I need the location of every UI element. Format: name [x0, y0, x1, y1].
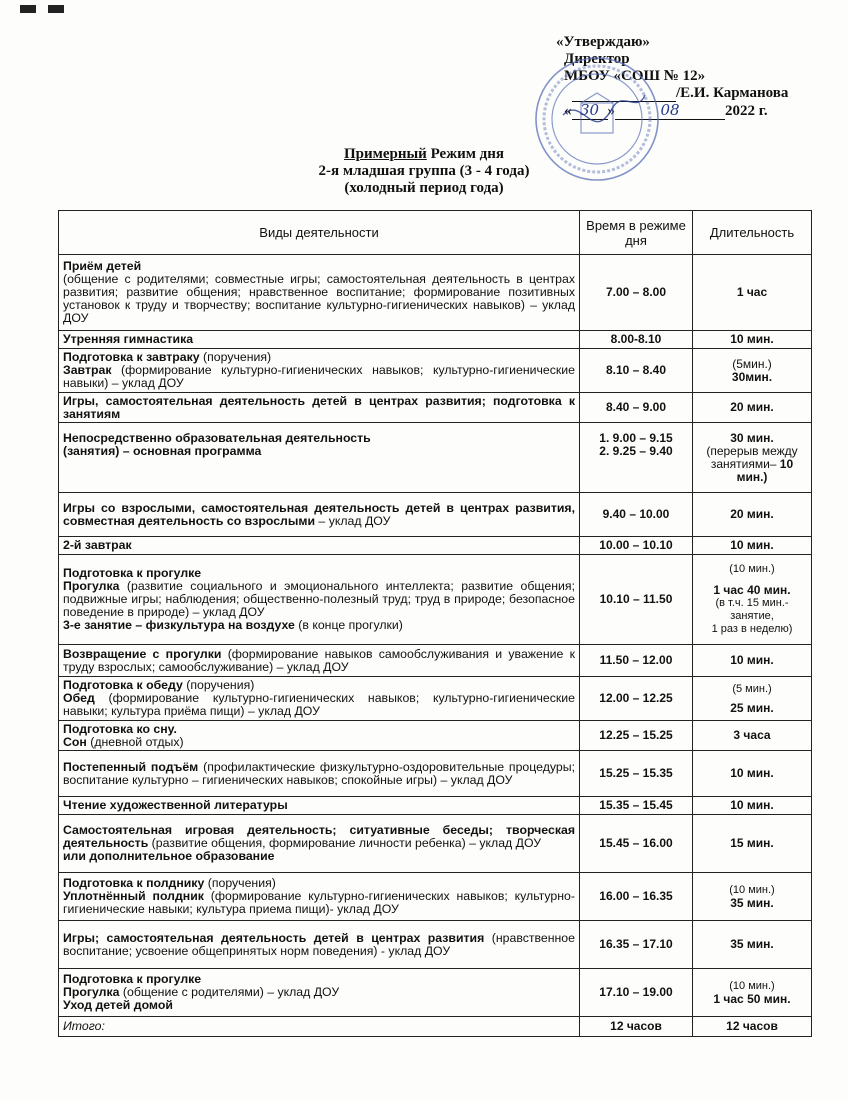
table-row: Постепенный подъём (профилактические физкультурно-оздоровительные процедуры; воспитание культурно – гигиенических навыков; спокойные игры) – уклад ДОУ 15.25 – 15.35 10 мин.	[59, 751, 812, 797]
table-row: Утренняя гимнастика 8.00-8.10 10 мин.	[59, 331, 812, 349]
table-row: Подготовка к завтраку (поручения) Завтрак (формирование культурно-гигиенических навыков; культурно-гигиенические навыки) – уклад ДОУ 8.10 – 8.40 (5мин.) 30мин.	[59, 349, 812, 393]
approval-line-approve: «Утверждаю»	[556, 34, 650, 50]
header-time: Время в режиме дня	[580, 211, 693, 255]
table-row: Подготовка к полднику (поручения) Уплотнённый полдник (формирование культурно-гигиенических навыков; культурно-гигиенические навыки; культура приема пищи)- уклад ДОУ 16.00 – 16.35 (10 мин.) 35 мин.	[59, 873, 812, 921]
title-group: 2-я младшая группа (3 - 4 года)	[318, 163, 530, 179]
table-row: Подготовка к прогулке Прогулка (общение с родителями) – уклад ДОУ Уход детей домой 17.10 – 19.00 (10 мин.) 1 час 50 мин.	[59, 969, 812, 1017]
approval-line-school: МБОУ «СОШ № 12»	[564, 68, 706, 84]
table-row: Непосредственно образовательная деятельность (занятия) – основная программа 1. 9.00 – 9.15 2. 9.25 – 9.40 30 мин. (перерыв между занятиями– 10 мин.)	[59, 423, 812, 493]
title-word-approx: Примерный	[343, 146, 427, 162]
approval-year: 2022 г.	[725, 103, 768, 119]
table-row: Возвращение с прогулки (формирование навыков самообслуживания и уважение к труду взрослых; самообслуживание) – уклад ДОУ 11.50 – 12.00 10 мин.	[59, 645, 812, 677]
table-row: Игры, самостоятельная деятельность детей в центрах развития; подготовка к занятиям 8.40 – 9.00 20 мин.	[59, 393, 812, 423]
header-activity: Виды деятельности	[59, 211, 580, 255]
table-row: Подготовка ко сну. Сон (дневной отдых) 12.25 – 15.25 3 часа	[59, 721, 812, 751]
table-row: Чтение художественной литературы 15.35 – 15.45 10 мин.	[59, 797, 812, 815]
table-row: 2-й завтрак 10.00 – 10.10 10 мин.	[59, 537, 812, 555]
table-row: Игры со взрослыми, самостоятельная деятельность детей в центрах развития, совместная деятельность со взрослыми – уклад ДОУ 9.40 – 10.00 20 мин.	[59, 493, 812, 537]
total-row	[59, 1017, 812, 1037]
scan-edge-marks	[20, 0, 100, 14]
approval-month: 08	[615, 102, 725, 120]
approval-line-date: « 30 » 08 2022 г.	[564, 101, 768, 119]
table-row: Подготовка к обеду (поручения) Обед (формирование культурно-гигиенических навыков; культурно-гигиенические навыки; культура приёма пищи) – уклад ДОУ 12.00 – 12.25 (5 мин.) 25 мин.	[59, 677, 812, 721]
schedule-table	[58, 210, 812, 1037]
table-header-row	[59, 211, 812, 255]
table-row: Игры; самостоятельная деятельность детей в центрах развития (нравственное воспитание; усвоение общепринятых норм поведения) - уклад ДОУ 16.35 – 17.10 35 мин.	[59, 921, 812, 969]
table-row: Самостоятельная игровая деятельность; ситуативные беседы; творческая деятельность (развитие общения, формирование личности ребенка) – уклад ДОУ или дополнительное образование 15.45 – 16.00 15 мин.	[59, 815, 812, 873]
signature-scribble	[563, 95, 645, 122]
document-title: Примерный Режим дня 2-я младшая группа (3 - 4 года) (холодный период года)	[0, 146, 848, 197]
total-label: Итого:	[59, 1017, 580, 1037]
title-period: (холодный период года)	[344, 180, 504, 196]
table-row: Подготовка к прогулке Прогулка (развитие социального и эмоционального интеллекта; развитие общения; подвижные игры; наблюдения; общественно-полезный труд; труд в природе; безопасное поведение в природе) – уклад ДОУ 3-е занятие – физкультура на воздухе (в конце прогулки) 10.10 – 11.50 (10 мин.) 1 час 40 мин. (в т.ч. 15 мин.- занятие, 1 раз в неделю)	[59, 555, 812, 645]
approval-day: 30	[572, 102, 608, 120]
total-duration: 12 часов	[693, 1017, 812, 1037]
approval-line-director: Директор	[564, 51, 630, 67]
total-time: 12 часов	[580, 1017, 693, 1037]
approval-line-signature: /Е.И. Карманова	[572, 85, 826, 102]
table-row: Приём детей (общение с родителями; совместные игры; самостоятельная деятельность в центрах развития; развитие общения; нравственное воспитание; формирование позитивных установок к труду и творчеству; воспитание культурно-гигиенических навыков) – уклад ДОУ 7.00 – 8.00 1 час	[59, 255, 812, 331]
header-duration: Длительность	[693, 211, 812, 255]
